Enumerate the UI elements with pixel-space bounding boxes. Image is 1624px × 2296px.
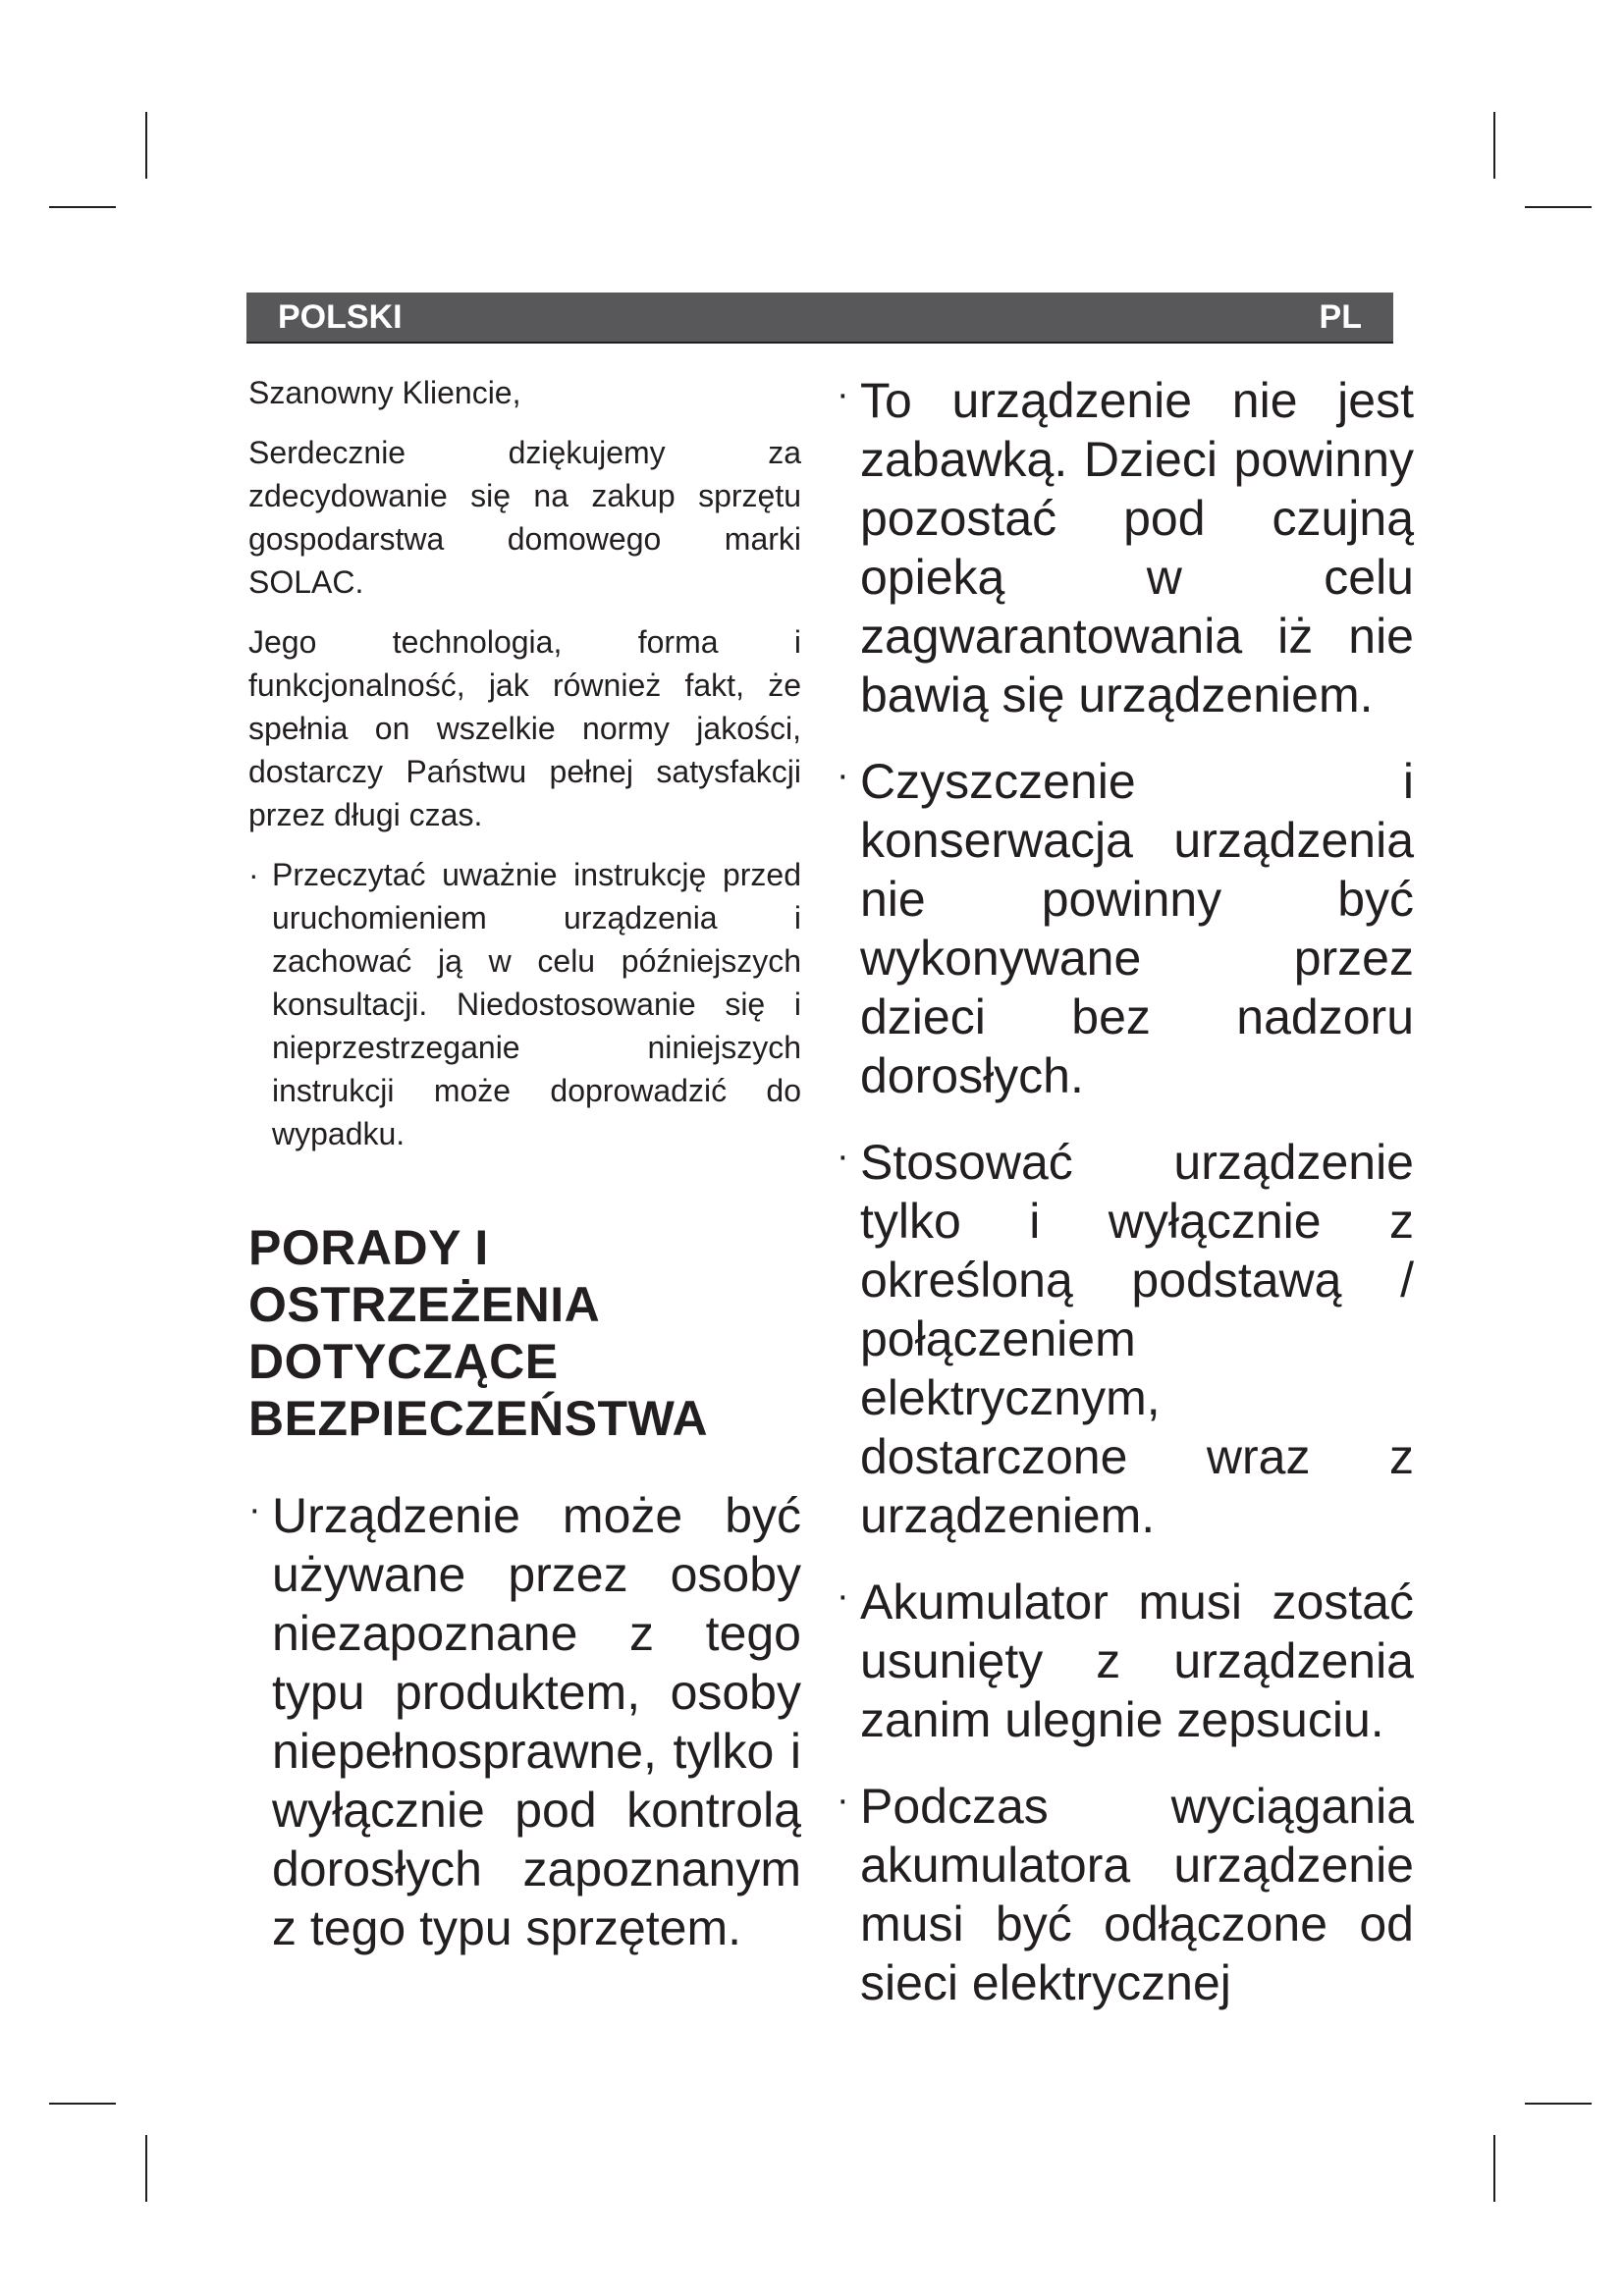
language-label: POLSKI bbox=[278, 297, 403, 336]
bullet-dot: · bbox=[837, 374, 849, 415]
bullet-dot: · bbox=[248, 857, 259, 892]
thanks-paragraph: Serdecznie dziękujemy za zdecydowanie się na zakup sprzętu gospodarstwa domowego marki SOLAC. bbox=[248, 435, 801, 600]
language-code: PL bbox=[1319, 297, 1362, 336]
safety-item bbox=[837, 752, 1414, 1105]
safety-item-text: Urządzenie może być używane przez osoby niezapoznane z tego typu produktem, osoby niepełnosprawne, tylko i wyłącznie pod kontrolą dorosłych zapoznanym z tego typu sprzętem. bbox=[272, 1488, 801, 1955]
language-header-bar bbox=[246, 293, 1393, 344]
bullet-dot: · bbox=[837, 1136, 849, 1177]
safety-item-text: Stosować urządzenie tylko i wyłącznie z określoną podstawą / połączeniem elektrycznym, dostarczone wraz z urządzeniem. bbox=[860, 1135, 1414, 1543]
greeting: Szanowny Kliencie, bbox=[248, 375, 521, 410]
crop-mark-bottom-right-horizontal bbox=[1525, 2103, 1592, 2105]
crop-mark-top-left-vertical bbox=[145, 112, 147, 179]
safety-item-text: Akumulator musi zostać usunięty z urządzenia zanim ulegnie zepsuciu. bbox=[860, 1575, 1414, 1747]
crop-mark-bottom-right-vertical bbox=[1493, 2135, 1495, 2202]
right-column bbox=[837, 371, 1414, 2040]
crop-mark-top-left-horizontal bbox=[49, 206, 116, 208]
safety-item-text: Podczas wyciągania akumulatora urządzenie musi być odłączone od sieci elektrycznej bbox=[860, 1779, 1414, 2010]
safety-item-text: To urządzenie nie jest zabawką. Dzieci powinny pozostać pod czujną opieką w celu zagwarantowania iż nie bawią się urządzeniem. bbox=[860, 373, 1414, 722]
crop-mark-bottom-left-vertical bbox=[145, 2135, 147, 2202]
safety-item bbox=[837, 1573, 1414, 1749]
left-column bbox=[248, 371, 801, 1981]
bullet-dot: · bbox=[837, 1780, 849, 1821]
safety-item-text: Czyszczenie i konserwacja urządzenia nie powinny być wykonywane przez dzieci bez nadzoru dorosłych. bbox=[860, 754, 1414, 1103]
safety-section-title: PORADY I OSTRZEŻENIA DOTYCZĄCE BEZPIECZEŃSTWA bbox=[248, 1220, 709, 1446]
read-instructions-item bbox=[248, 853, 801, 1155]
quality-paragraph: Jego technologia, forma i funkcjonalność, jak również fakt, że spełnia on wszelkie normy jakości, dostarczy Państwu pełnej satysfakcji przez długi czas. bbox=[248, 624, 801, 832]
safety-item bbox=[837, 1133, 1414, 1545]
crop-mark-top-right-horizontal bbox=[1525, 206, 1592, 208]
bullet-dot: · bbox=[837, 1575, 849, 1617]
safety-item bbox=[837, 1777, 1414, 2012]
safety-item bbox=[837, 371, 1414, 724]
safety-item bbox=[248, 1486, 801, 1957]
bullet-dot: · bbox=[248, 1489, 261, 1530]
read-instructions-text: Przeczytać uważnie instrukcję przed uruchomieniem urządzenia i zachować ją w celu późniejszych konsultacji. Niedostosowanie się i nieprzestrzeganie niniejszych instrukcji może doprowadzić do wypadku. bbox=[272, 857, 801, 1151]
crop-mark-top-right-vertical bbox=[1493, 112, 1495, 179]
bullet-dot: · bbox=[837, 755, 849, 796]
crop-mark-bottom-left-horizontal bbox=[49, 2103, 116, 2105]
